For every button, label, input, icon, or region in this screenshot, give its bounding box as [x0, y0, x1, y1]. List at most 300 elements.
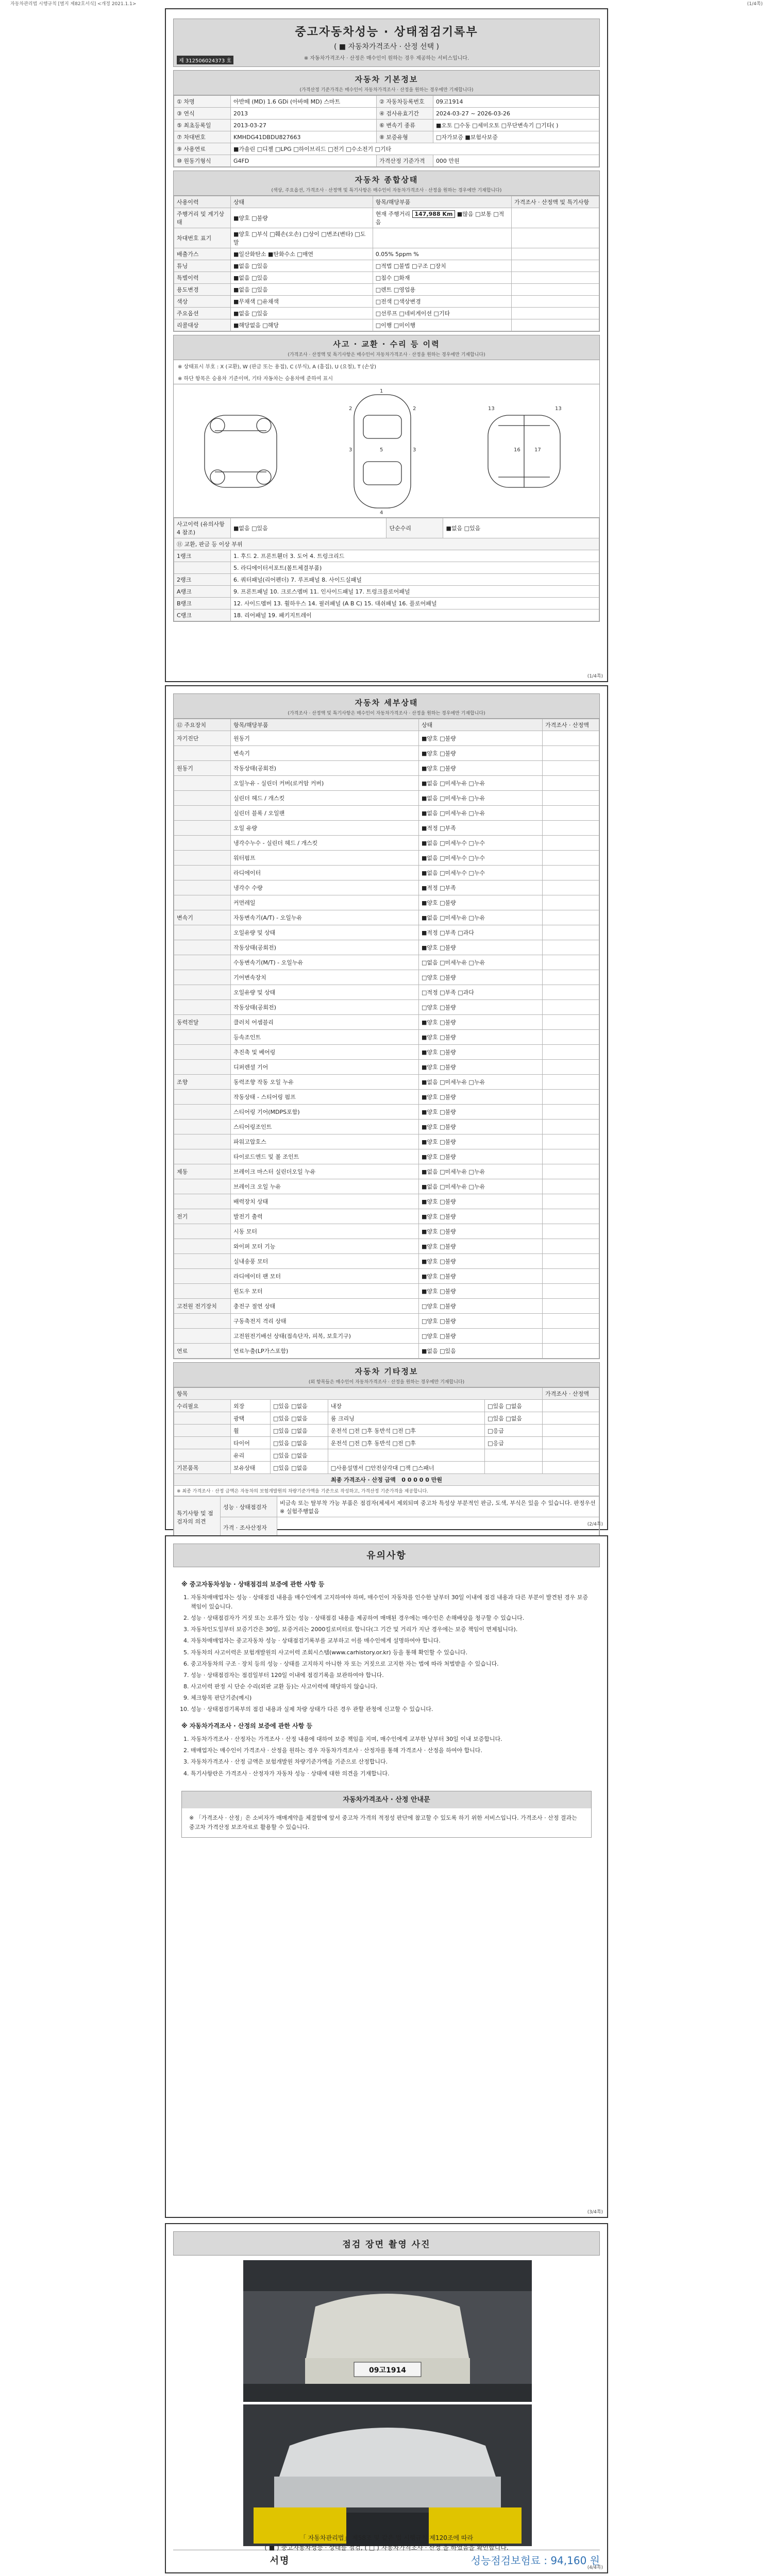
- basic-value: 2024-03-27 ~ 2026-03-26: [433, 108, 599, 120]
- detail-status: ■없음 □미세누유 □누유: [419, 1075, 543, 1090]
- detail-item: 냉각수누수 - 실린더 헤드 / 개스킷: [231, 836, 419, 851]
- detail-group: [174, 940, 231, 955]
- detail-item: 시동 모터: [231, 1224, 419, 1239]
- form-title: 중고자동차성능 · 상태점검기록부: [295, 26, 478, 39]
- general-opts: ■무채색 □유채색: [231, 296, 373, 308]
- detail-group: [174, 985, 231, 1000]
- detail-status: ■양호 □불량: [419, 1224, 543, 1239]
- general-row: [174, 308, 599, 319]
- notice-item: 8. 사고이력 판정 시 단순 수리(외판 교환 등)는 사고이력에 해당하지 않습니다.: [191, 1682, 592, 1691]
- notice-item: 2. 성능 · 상태점검자가 거짓 또는 오류가 있는 성능 · 상태점검 내용을 제공하여 매매된 경우에는 매수인은 손해배상을 청구할 수 있습니다.: [191, 1614, 592, 1623]
- detail-price-cell: [543, 1030, 599, 1045]
- simple-repair-label: 단순수리: [386, 518, 443, 538]
- col-item-part: 항목/해당부품: [231, 719, 419, 731]
- other-item-2: [328, 1449, 484, 1462]
- other-info-table: [174, 1387, 599, 1496]
- detail-row: [174, 1299, 599, 1314]
- basic-label: ① 차명: [174, 96, 231, 108]
- detail-item: 등속조인트: [231, 1030, 419, 1045]
- detail-status: ■양호 □불량: [419, 1090, 543, 1105]
- detail-price-cell: [543, 1284, 599, 1299]
- detail-row: [174, 851, 599, 866]
- special-appraiser-value: [277, 1517, 599, 1538]
- detail-price-cell: [543, 970, 599, 985]
- notice-sec1-title: ※ 중고자동차성능 · 상태점검의 보증에 관한 사항 등: [181, 1581, 325, 1588]
- general-extra: [373, 308, 511, 319]
- basic-label: ⑩ 원동기형식: [174, 155, 231, 167]
- basic-info-table: [174, 95, 599, 167]
- notice-title: 유의사항: [366, 1550, 407, 1561]
- detail-item: 실린더 헤드 / 개스킷: [231, 791, 419, 806]
- detail-price-cell: [543, 791, 599, 806]
- detail-price-cell: [543, 955, 599, 970]
- general-state-note: (색상, 주요옵션, 가격조사 · 산정액 및 특기사항은 매수인이 자동차가격조사 · 산정을 원하는 경우에만 기재합니다): [271, 188, 502, 193]
- detail-row: [174, 1209, 599, 1224]
- form-reference: 자동차관리법 시행규칙 [별지 제82호서식] <개정 2021.1.1>: [10, 2, 137, 7]
- detail-status: ■없음 □미세누유 □누유: [419, 806, 543, 821]
- detail-status: ■양호 □불량: [419, 746, 543, 761]
- general-label: 튜닝: [174, 260, 231, 272]
- detail-group: 자기진단: [174, 731, 231, 746]
- detail-status: ■양호 □불량: [419, 1194, 543, 1209]
- other-item: 타이어: [231, 1437, 271, 1449]
- general-state-section: [173, 171, 600, 332]
- detail-item: 작동상태(공회전): [231, 940, 419, 955]
- notice-item: 4. 자동차매매업자는 중고자동차 성능 · 상태점검기록부를 교부하고 이를 매수인에게 설명하여야 합니다.: [191, 1636, 592, 1646]
- signature-label: 서명: [270, 2555, 290, 2566]
- detail-group: [174, 821, 231, 836]
- notice-box: [181, 1791, 592, 1838]
- detail-table: [174, 719, 599, 1359]
- other-row: [174, 1437, 599, 1449]
- detail-group: [174, 880, 231, 895]
- detail-price-cell: [543, 821, 599, 836]
- other-group: [174, 1437, 231, 1449]
- col-main-device: ⑫ 주요장치: [174, 719, 231, 731]
- general-row: [174, 272, 599, 284]
- detail-status: ■적정 □부족: [419, 880, 543, 895]
- general-label: 리콜대상: [174, 319, 231, 331]
- detail-status: ■양호 □불량: [419, 1209, 543, 1224]
- form-subtitle: ( ■ 자동차가격조사 · 산정 선택 ): [333, 43, 440, 51]
- footnote-line-2: ( ■ ) 중고자동차성능 · 상태를 점검, ( □ ) 자동차가격조사 · 산정 을 하였음을 확인합니다.: [264, 2544, 509, 2552]
- basic-info-section: [173, 70, 600, 167]
- basic-label: ⑤ 최초등록일: [174, 120, 231, 131]
- detail-status: □양호 □불량: [419, 1000, 543, 1015]
- svg-text:2: 2: [349, 406, 352, 412]
- mileage-label: 현재 주행거리: [375, 211, 410, 217]
- detail-item: 발전기 출력: [231, 1209, 419, 1224]
- col-other-item: 항목: [174, 1388, 543, 1400]
- page-4-number: (4/4쪽): [587, 2565, 603, 2570]
- detail-status: ■양호 □불량: [419, 1060, 543, 1075]
- detail-row: [174, 880, 599, 895]
- general-label: 특별이력: [174, 272, 231, 284]
- rank-row: [174, 574, 599, 586]
- detail-group: [174, 1134, 231, 1149]
- detail-price-cell: [543, 1239, 599, 1254]
- detail-item: 오일 유량: [231, 821, 419, 836]
- col-price: 가격조사 · 산정액 및 특기사항: [512, 196, 599, 208]
- general-row: [174, 284, 599, 296]
- rank-row: [174, 550, 599, 562]
- basic-value: G4FD: [231, 155, 377, 167]
- rank-label: 1랭크: [174, 550, 231, 562]
- other-status: □있음 □없음: [270, 1400, 328, 1412]
- other-price-cell: [543, 1425, 599, 1437]
- general-label: 주행거리 및 계기상태: [174, 208, 231, 228]
- basic-label: ③ 연식: [174, 108, 231, 120]
- general-extra-text: □선루프 □네비게이션 □기타: [375, 310, 450, 317]
- detail-status: ■적정 □부족: [419, 821, 543, 836]
- special-inspector-value: 비금속 또는 탈부착 가능 부품은 점검자(체세서 제외되며 중고차 특성상 부분적인 판금, 도색, 부식은 있을 수 있습니다. 판정우선 ※ 실험주행없음: [277, 1497, 599, 1517]
- detail-row: [174, 1224, 599, 1239]
- general-opts: ■없음 □있음: [231, 308, 373, 319]
- general-opts: ■양호 □불량: [231, 208, 373, 228]
- svg-text:3: 3: [349, 447, 352, 453]
- detail-item: 연료누출(LP가스포함): [231, 1344, 419, 1359]
- notice-item: 1. 자동차가격조사 · 산정자는 가격조사 · 산정 내용에 대하여 보증 책임을 지며, 매수인에게 교부한 날부터 30일 이내 보증합니다.: [191, 1735, 592, 1744]
- col-usage-history: 사용이력: [174, 196, 231, 208]
- detail-row: [174, 970, 599, 985]
- rank-row: [174, 598, 599, 609]
- detail-section: [173, 693, 600, 1359]
- notice-box-title: 자동차가격조사 · 산정 안내문: [182, 1791, 591, 1808]
- detail-status: ■없음 □미세누유 □누유: [419, 1164, 543, 1179]
- detail-row: [174, 940, 599, 955]
- detail-group: [174, 1060, 231, 1075]
- detail-price-cell: [543, 895, 599, 910]
- detail-item: 커먼레일: [231, 895, 419, 910]
- general-extra-text: □이행 □미이행: [375, 322, 416, 329]
- basic-value: 2013-03-27: [231, 120, 377, 131]
- detail-price-cell: [543, 880, 599, 895]
- notice-item: 3. 자동차가격조사 · 산정 금액은 보험개발원 차량기준가액을 기준으로 산정합니다.: [191, 1757, 592, 1767]
- detail-status: ■없음 □미세누수 □누수: [419, 836, 543, 851]
- detail-row: [174, 1000, 599, 1015]
- detail-group: [174, 1179, 231, 1194]
- basic-label: ② 자동차등록번호: [376, 96, 433, 108]
- detail-price-cell: [543, 1299, 599, 1314]
- other-item-2: 운전석 □전 □후 동반석 □전 □후: [328, 1425, 484, 1437]
- detail-group: [174, 955, 231, 970]
- detail-group: 원동기: [174, 761, 231, 776]
- car-damage-diagram: [174, 384, 599, 518]
- general-label: 배출가스: [174, 248, 231, 260]
- other-group: 기본품목: [174, 1462, 231, 1474]
- detail-price-cell: [543, 1149, 599, 1164]
- general-price-cell: [512, 284, 599, 296]
- other-item: 광택: [231, 1412, 271, 1425]
- svg-text:17: 17: [534, 447, 541, 453]
- general-extra-text: ■많음 □보통 □적음: [375, 211, 505, 226]
- rank-row: [174, 586, 599, 598]
- general-price-cell: [512, 208, 599, 228]
- detail-status: ■양호 □불량: [419, 1239, 543, 1254]
- detail-item: 원동기: [231, 731, 419, 746]
- detail-group: 전기: [174, 1209, 231, 1224]
- detail-group: 제동: [174, 1164, 231, 1179]
- detail-group: [174, 1284, 231, 1299]
- special-inspector-label: 성능 · 상태점검자: [221, 1497, 277, 1517]
- rank-label: A랭크: [174, 586, 231, 598]
- detail-group: [174, 851, 231, 866]
- detail-status: ■없음 □미세누유 □누유: [419, 1179, 543, 1194]
- detail-price-cell: [543, 1314, 599, 1329]
- detail-group: [174, 1254, 231, 1269]
- detail-status: ■양호 □불량: [419, 940, 543, 955]
- other-item-2: 운전석 □전 □후 동반석 □전 □후: [328, 1437, 484, 1449]
- detail-group: [174, 1090, 231, 1105]
- detail-group: [174, 866, 231, 880]
- detail-title: 자동차 세부상태: [355, 698, 418, 707]
- accident-note: (가격조사 · 산정액 및 특기사항은 매수인이 자동차가격조사 · 산정을 원하는 경우에만 기재합니다): [288, 352, 485, 358]
- detail-row: [174, 821, 599, 836]
- mileage-value: 147,988 Km: [412, 210, 456, 218]
- detail-row: [174, 1030, 599, 1045]
- form-number: 제 312506024373 호: [177, 56, 233, 64]
- other-item-2: 룸 크리닝: [328, 1412, 484, 1425]
- svg-text:5: 5: [380, 447, 383, 453]
- notice-list-2: [181, 1735, 592, 1778]
- svg-text:13: 13: [488, 406, 495, 412]
- detail-item: 브레이크 마스터 실린더오일 누유: [231, 1164, 419, 1179]
- notice-item: 7. 성능 · 상태점검자는 점검일부터 120일 이내에 점검기록을 보관하여야 합니다.: [191, 1671, 592, 1680]
- accident-summary-table: [174, 518, 599, 621]
- detail-status: ■양호 □불량: [419, 1284, 543, 1299]
- other-row: [174, 1462, 599, 1474]
- detail-row: [174, 1194, 599, 1209]
- detail-price-cell: [543, 866, 599, 880]
- detail-status: ■없음 □미세누유 □누유: [419, 910, 543, 925]
- basic-info-note: (가격산정 기준가격은 매수인이 자동차가격조사 · 산정을 원하는 경우에만 기재합니다): [299, 88, 474, 93]
- other-group: [174, 1449, 231, 1462]
- form-note: ※ 자동차가격조사 · 산정은 매수인이 원하는 경우 제공하는 서비스입니다.: [304, 56, 469, 61]
- other-status: □있음 □없음: [270, 1412, 328, 1425]
- page-3-number: (3/4쪽): [587, 2210, 603, 2215]
- general-row: [174, 319, 599, 331]
- detail-price-cell: [543, 731, 599, 746]
- plate-text: 09고1914: [369, 2366, 406, 2375]
- other-price-cell: [543, 1462, 599, 1474]
- detail-price-cell: [543, 1164, 599, 1179]
- basic-value: KMHDG41DBDU827663: [231, 131, 377, 143]
- other-status-2: □응급: [485, 1425, 543, 1437]
- detail-group: [174, 836, 231, 851]
- col-detail-price: 가격조사 · 산정액: [543, 719, 599, 731]
- detail-item: 구동축전지 격리 상태: [231, 1314, 419, 1329]
- detail-group: [174, 791, 231, 806]
- other-status-2: [485, 1462, 543, 1474]
- other-info-section: [173, 1362, 600, 1538]
- rank-row: [174, 562, 599, 574]
- col-status: 상태: [231, 196, 373, 208]
- general-label: 용도변경: [174, 284, 231, 296]
- detail-group: [174, 1149, 231, 1164]
- other-row: [174, 1449, 599, 1462]
- detail-price-cell: [543, 851, 599, 866]
- detail-price-cell: [543, 1015, 599, 1030]
- detail-status: ■양호 □불량: [419, 895, 543, 910]
- detail-status: ■없음 □미세누수 □누수: [419, 866, 543, 880]
- general-extra-text: 0.05% 5ppm %: [375, 250, 419, 258]
- detail-row: [174, 1179, 599, 1194]
- detail-row: [174, 985, 599, 1000]
- detail-price-cell: [543, 776, 599, 791]
- notice-list-1: [181, 1593, 592, 1715]
- general-price-cell: [512, 319, 599, 331]
- detail-status: □양호 □불량: [419, 1329, 543, 1344]
- car-underside-photo: [243, 2404, 532, 2546]
- detail-item: 디퍼렌셜 기어: [231, 1060, 419, 1075]
- detail-row: [174, 895, 599, 910]
- detail-price-cell: [543, 1090, 599, 1105]
- detail-group: [174, 806, 231, 821]
- detail-status: ■양호 □불량: [419, 1105, 543, 1120]
- footnote-line-1: 「 자동차관리법」 제58조 및 같은 법 시행규칙 제120조에 따라: [299, 2534, 474, 2541]
- accident-legend: ※ 상태표시 부호 : X (교환), W (판금 또는 용접), C (부식), A (흠집), U (요철), T (손상): [178, 364, 377, 370]
- simple-repair-value: ■없음 □있음: [443, 518, 599, 538]
- detail-price-cell: [543, 836, 599, 851]
- svg-text:2: 2: [413, 406, 416, 412]
- notice-item: 2. 매매업자는 매수인이 가격조사 · 산정을 원하는 경우 자동차가격조사 · 산정자를 통해 가격조사 · 산정을 하여야 합니다.: [191, 1746, 592, 1755]
- detail-group: 연료: [174, 1344, 231, 1359]
- detail-status: ■없음 □있음: [419, 1344, 543, 1359]
- detail-status: ■없음 □미세누유 □누유: [419, 776, 543, 791]
- other-item: 외장: [231, 1400, 271, 1412]
- detail-status: □양호 □불량: [419, 1314, 543, 1329]
- detail-row: [174, 1269, 599, 1284]
- general-extra-text: □전색 □색상변경: [375, 298, 421, 305]
- detail-group: [174, 1239, 231, 1254]
- detail-row: [174, 836, 599, 851]
- detail-status: ■없음 □미세누수 □누수: [419, 851, 543, 866]
- other-status: □있음 □없음: [270, 1462, 328, 1474]
- general-opts: ■없음 □있음: [231, 272, 373, 284]
- rank-items: 9. 프론트패널 10. 크로스멤버 11. 인사이드패널 17. 트렁크플로어패널: [231, 586, 599, 598]
- basic-value: ■오토 □수동 □세미오토 □무단변속기 □기타( ): [433, 120, 599, 131]
- detail-price-cell: [543, 1224, 599, 1239]
- detail-row: [174, 1284, 599, 1299]
- detail-item: 라디에이터 팬 모터: [231, 1269, 419, 1284]
- accident-title: 사고 · 교환 · 수리 등 이력: [333, 340, 440, 349]
- special-notes-label: 특기사항 및 점검자의 의견: [174, 1497, 221, 1538]
- detail-item: 오일유량 및 상태: [231, 985, 419, 1000]
- general-opts: ■없음 □있음: [231, 260, 373, 272]
- detail-item: 기어변속장치: [231, 970, 419, 985]
- detail-row: [174, 1344, 599, 1359]
- general-price-cell: [512, 296, 599, 308]
- rank-label: C랭크: [174, 609, 231, 621]
- other-item: 유리: [231, 1449, 271, 1462]
- general-extra: [373, 260, 511, 272]
- general-extra: [373, 248, 511, 260]
- detail-group: [174, 776, 231, 791]
- detail-price-cell: [543, 1000, 599, 1015]
- detail-group: [174, 1314, 231, 1329]
- other-item: 보유상태: [231, 1462, 271, 1474]
- general-price-cell: [512, 308, 599, 319]
- photo-header: [173, 2231, 600, 2256]
- detail-price-cell: [543, 1075, 599, 1090]
- rank-items: 12. 사이드멤버 13. 휠하우스 14. 필러패널 (A B C) 15. 대쉬패널 16. 플로어패널: [231, 598, 599, 609]
- general-row: [174, 260, 599, 272]
- notice-item: 10. 성능 · 상태점검기록부의 점검 내용과 실제 차량 상태가 다른 경우 관할 관청에 신고할 수 있습니다.: [191, 1705, 592, 1714]
- detail-group: 고전원 전기장치: [174, 1299, 231, 1314]
- notice-item: 3. 자동차인도일부터 보증기간은 30일, 보증거리는 2000킬로미터로 합니다(그 기간 및 거리가 지난 경우에는 보증 책임이 면제됩니다).: [191, 1625, 592, 1634]
- detail-price-cell: [543, 761, 599, 776]
- detail-group: 조향: [174, 1075, 231, 1090]
- detail-price-cell: [543, 1045, 599, 1060]
- detail-price-cell: [543, 1060, 599, 1075]
- detail-item: 추진축 및 베어링: [231, 1045, 419, 1060]
- notice-item: 6. 중고자동차의 구조 · 장치 등의 성능 · 상태를 고지하지 아니한 자 또는 거짓으로 고지한 자는 법에 따라 처벌받을 수 있습니다.: [191, 1659, 592, 1669]
- detail-price-cell: [543, 1344, 599, 1359]
- general-row: [174, 228, 599, 248]
- detail-status: ■양호 □불량: [419, 761, 543, 776]
- detail-item: 라디에이터: [231, 866, 419, 880]
- general-state-title: 자동차 종합상태: [355, 175, 418, 184]
- detail-item: 동력조향 작동 오일 누유: [231, 1075, 419, 1090]
- detail-group: [174, 1329, 231, 1344]
- general-extra: [373, 228, 511, 248]
- special-notes-table: [174, 1496, 599, 1538]
- basic-value: 09고1914: [433, 96, 599, 108]
- other-price-cell: [543, 1449, 599, 1462]
- general-opts: ■해당없음 □해당: [231, 319, 373, 331]
- detail-group: [174, 746, 231, 761]
- other-status-2: [485, 1449, 543, 1462]
- detail-price-cell: [543, 1134, 599, 1149]
- page-indicator: (1/4쪽): [747, 2, 763, 7]
- rank-label: 2랭크: [174, 574, 231, 586]
- basic-value: 아반떼 (MD) 1.6 GDi (아바떼 MD) 스마트: [231, 96, 377, 108]
- detail-group: [174, 1045, 231, 1060]
- detail-status: ■양호 □불량: [419, 1269, 543, 1284]
- svg-text:13: 13: [555, 406, 562, 412]
- total-value: 0 0 0 0 0 만원: [401, 1477, 442, 1483]
- detail-item: 실린더 블록 / 오일팬: [231, 806, 419, 821]
- detail-item: 와이퍼 모터 기능: [231, 1239, 419, 1254]
- detail-row: [174, 1045, 599, 1060]
- basic-info-row: [174, 143, 599, 155]
- page-4: [165, 2223, 608, 2573]
- other-row: [174, 1400, 599, 1412]
- accident-legend-2: ※ 하단 항목은 승용차 기준이며, 기타 자동차는 승용차에 준하여 표시: [178, 376, 333, 382]
- basic-value: □자가보증 ■보험사보증: [433, 131, 599, 143]
- page-2: [165, 685, 608, 1530]
- basic-label: ⑦ 차대번호: [174, 131, 231, 143]
- detail-item: 스티어링 기어(MDPS포함): [231, 1105, 419, 1120]
- detail-row: [174, 910, 599, 925]
- rank-row: [174, 609, 599, 621]
- detail-item: 고전원전기배선 상태(접속단자, 피복, 보호기구): [231, 1329, 419, 1344]
- svg-text:16: 16: [514, 447, 520, 453]
- detail-status: ■양호 □불량: [419, 1045, 543, 1060]
- detail-group: 동력전달: [174, 1015, 231, 1030]
- detail-price-cell: [543, 1329, 599, 1344]
- detail-item: 브레이크 오일 누유: [231, 1179, 419, 1194]
- detail-item: 클러치 어셈블리: [231, 1015, 419, 1030]
- rank-items: 6. 쿼터패널(리어펜더) 7. 루프패널 8. 사이드실패널: [231, 574, 599, 586]
- page-1-number: (1/4쪽): [587, 674, 603, 679]
- other-group: [174, 1425, 231, 1437]
- general-price-cell: [512, 272, 599, 284]
- detail-status: ■양호 □불량: [419, 1134, 543, 1149]
- basic-info-row: [174, 131, 599, 143]
- general-price-cell: [512, 260, 599, 272]
- detail-item: 수동변속기(M/T) - 오일누유: [231, 955, 419, 970]
